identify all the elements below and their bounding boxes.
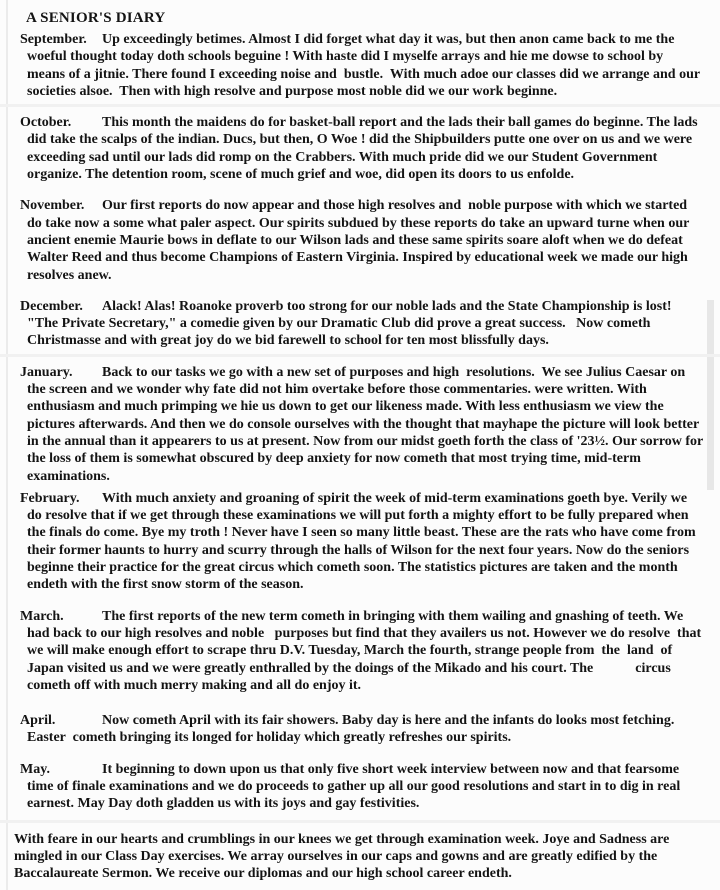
entry-month-label: April. bbox=[20, 713, 56, 729]
diary-entry-december bbox=[20, 298, 704, 350]
entry-month-label: March. bbox=[20, 608, 64, 624]
entry-month-label: January. bbox=[20, 364, 73, 380]
closing-paragraph: With feare in our hearts and crumblings in our knees we get through examination week. Joye and Sadness are mingled in our Class Day exercises. We array ourselves in our caps and gowns and are greatly edified by the Baccalaureate Sermon. We receive our diplomas and our high school career endeth. bbox=[14, 831, 673, 882]
diary-entry-october bbox=[20, 114, 704, 183]
diary-entry-november bbox=[20, 197, 704, 283]
entry-text: It beginning to down upon us that only five short week interview between now and that fearsome time of finale examinations and we do proceeds to gather up all our good resolutions and start in to dig in real earnest. May Day doth gladden us with its joys and gay festivities. bbox=[27, 761, 684, 812]
entry-month-label: February. bbox=[20, 490, 80, 506]
entry-month-label: September. bbox=[20, 32, 87, 47]
entry-month-label: October. bbox=[20, 115, 72, 131]
entry-text: Up exceedingly betimes. Almost I did forget what day it was, but then anon came back to me the woeful thought today doth schools beguine ! With haste did I myselfe arrays and hie me dowse to school by means of a jitnie. There found I exceeding noise and bustle. With much adoe our classes did we arrange and our societies alsoe. Then with high resolve and purpose most noble did we our work beginne. bbox=[27, 32, 704, 99]
entry-month-label: November. bbox=[20, 198, 85, 214]
entry-month-label: December. bbox=[20, 298, 83, 314]
diary-entry-september bbox=[20, 31, 704, 100]
entry-text: Back to our tasks we go with a new set of purposes and high resolutions. We see Julius Caesar on the screen and we wonder why fate did not him overtake before those commentaries. were written. With enthusiasm and much primping we hie us down to get our likeness made. With less enthusiasm we view the pictures afterwards. And then we do console ourselves with the thought that mayhape the picture will look better in the annual than it appearers to us at present. Now from our midst goeth forth the class of '23½. Our sorrow for the loss of them is somewhat obscured by deep anxiety for now cometh that most trying time, mid-term examinations. bbox=[27, 364, 707, 484]
entry-text: Our first reports do now appear and those high resolves and noble purpose with which we started do take now a some what paler aspect. Our spirits subdued by these reports do take an upward turne when our ancient enemie Maurie bows in deflate to our Wilson lads and these same spirits soare aloft when we do defeat Walter Reed and thus become Champions of Eastern Virginia. Inspired by educational week we made our high resolves anew. bbox=[27, 198, 693, 283]
diary-entry-may bbox=[20, 761, 704, 813]
entry-text: This month the maidens do for basket-ball report and the lads their ball games do beginne. The lads did take the scalps of the indian. Ducs, but then, O Woe ! did the Shipbuilders putte one over on us and we were exceeding sad until our lads did romp on the Crabbers. With much pride did we our Student Government organize. The detention room, scene of much grief and woe, did open its doors to us enfolde. bbox=[27, 115, 702, 183]
diary-entry-january bbox=[20, 364, 707, 485]
diary-entry-february bbox=[20, 490, 704, 594]
entry-text: Alack! Alas! Roanoke proverb too strong for our noble lads and the State Championship is lost! "The Private Secretary," a comedie given by our Dramatic Club did prove a great success. Now cometh Christmasse and with great joy do we bid farewell to school for ten most blissfully days. bbox=[27, 298, 676, 349]
entry-text: The first reports of the new term cometh in bringing with them wailing and gnashing of teeth. We had back to our high resolves and noble purposes but find that they availers us not. However we do resolve that we will make enough effort to scrape thru D.V. Tuesday, March the fourth, strange people from the land of Japan visited us and we were greatly enthralled by the doings of the Mikado and his court. The circus cometh off with much merry making and all do enjoy it. bbox=[27, 608, 705, 693]
diary-entry-march bbox=[20, 608, 705, 694]
entry-text: Now cometh April with its fair showers. Baby day is here and the infants do looks most fetching. Easter cometh bringing its longed for holiday which greatly refreshes our spirits. bbox=[27, 713, 678, 746]
entry-text: With much anxiety and groaning of spirit the week of mid-term examinations goeth bye. Verily we do resolve that if we get through these examinations we will put forth a mighty effort to be fully prepared when the finals do come. Bye my troth ! Never have I seen so many little beast. These are the rats who have come from their former haunts to hurry and scurry through the halls of Wilson for the next four years. Now do the seniors beginne their practice for the great circus which cometh soon. The statistics pictures are taken and the month endeth with the first snow storm of the season. bbox=[27, 490, 700, 593]
diary-entry-april bbox=[20, 712, 704, 747]
page-title: A SENIOR'S DIARY bbox=[26, 10, 166, 26]
entry-month-label: May. bbox=[20, 761, 50, 777]
